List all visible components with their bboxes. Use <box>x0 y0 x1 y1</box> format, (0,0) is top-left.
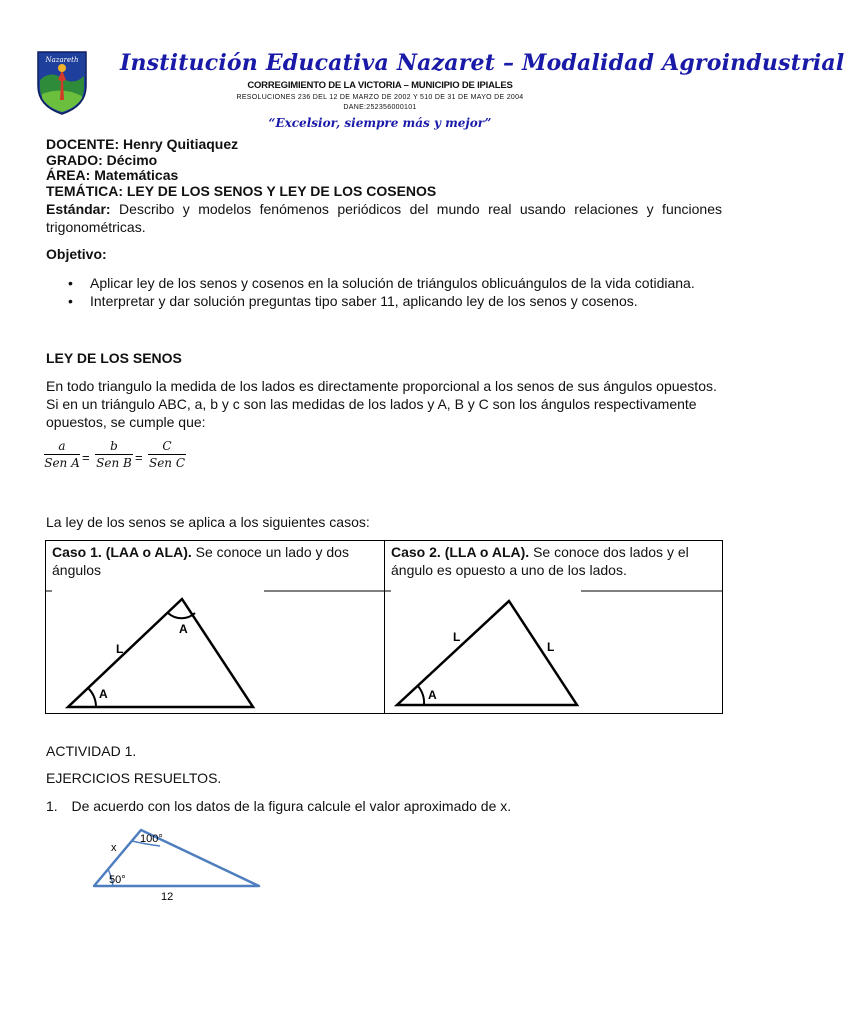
fraction-c <box>148 438 186 471</box>
ley-senos-heading: LEY DE LOS SENOS <box>46 350 182 366</box>
school-motto: “Excelsior, siempre más y mejor” <box>268 116 492 130</box>
ejercicios-title: EJERCICIOS RESUELTOS. <box>46 770 222 786</box>
side-x-label: x <box>111 842 117 854</box>
grado-line: GRADO: Décimo <box>46 152 158 168</box>
institution-title: Institución Educativa Nazaret – Modalidad Agroindustrial <box>120 50 844 76</box>
case-1-triangle <box>46 541 384 713</box>
exercise-number: 1. <box>46 798 58 814</box>
resoluciones-line: RESOLUCIONES 236 DEL 12 DE MARZO DE 2002 Y 510 DE 31 DE MAYO DE 2004 <box>236 94 524 101</box>
base-12-label: 12 <box>161 891 174 903</box>
list-item: • Interpretar y dar solución preguntas tipo saber 11, aplicando ley de los senos y cosenos. <box>90 292 770 310</box>
estandar-paragraph <box>46 200 722 236</box>
exercise-1 <box>46 797 511 815</box>
case-2-left-side-label: L <box>453 630 461 644</box>
list-item: • Aplicar ley de los senos y cosenos en la solución de triángulos oblicuángulos de la vida cotidiana. <box>90 274 770 292</box>
estandar-label: Estándar: <box>46 201 111 217</box>
case-1-bottom-angle-label: A <box>99 687 108 701</box>
case-2-bottom-angle-label: A <box>428 688 437 702</box>
exercise-text: De acuerdo con los datos de la figura calcule el valor aproximado de x. <box>71 798 512 814</box>
case-1-text: Se conoce un lado y dos ángulos <box>52 544 349 578</box>
corregimiento-line: CORREGIMIENTO DE LA VICTORIA – MUNICIPIO DE IPIALES <box>247 80 513 91</box>
angle-50-label: 50° <box>109 874 126 886</box>
svg-text:Nazareth: Nazareth <box>45 56 79 64</box>
area-line: ÁREA: Matemáticas <box>46 167 179 183</box>
fraction-a <box>44 438 80 471</box>
dane-line: DANE:252356000101 <box>343 104 417 111</box>
case-2-text: Se conoce dos lados y el ángulo es opuesto a uno de los lados. <box>391 544 689 578</box>
tematica-line: TEMÁTICA: LEY DE LOS SENOS Y LEY DE LOS COSENOS <box>46 183 437 199</box>
fraction-denominator: Sen A <box>44 456 80 470</box>
casos-intro: La ley de los senos se aplica a los siguientes casos: <box>46 514 370 530</box>
actividad-title: ACTIVIDAD 1. <box>46 743 137 759</box>
school-logo <box>36 50 88 116</box>
ley-senos-paragraph: En todo triangulo la medida de los lados es directamente proporcional a los senos de sus ángulos opuestos. Si en un triángulo ABC, a, b y c son las medidas de los lados y A, B y C son los ángulos respectivamente opuestos, se cumple que: <box>46 378 717 430</box>
equals-sign: = <box>82 450 90 465</box>
objetivo-list <box>46 274 770 310</box>
fraction-denominator: Sen C <box>148 456 186 470</box>
case-2-triangle <box>385 541 723 713</box>
fraction-numerator: C <box>162 439 172 453</box>
equals-sign: = <box>135 450 143 465</box>
case-1-top-angle-label: A <box>179 622 188 636</box>
fraction-numerator: b <box>110 439 118 453</box>
angle-100-label: 100° <box>140 833 163 845</box>
case-1-title: Caso 1. (LAA o ALA). <box>52 544 192 560</box>
fraction-denominator: Sen B <box>96 456 132 470</box>
case-2-right-side-label: L <box>547 640 555 654</box>
docente-line: DOCENTE: Henry Quitiaquez <box>46 136 239 152</box>
exercise-1-triangle <box>80 824 280 908</box>
cases-table <box>45 540 723 714</box>
fraction-b <box>95 438 133 471</box>
case-1-side-label: L <box>116 642 124 656</box>
objetivo-label: Objetivo: <box>46 246 107 262</box>
fraction-numerator: a <box>58 439 66 453</box>
case-2-title: Caso 2. (LLA o ALA). <box>391 544 530 560</box>
sine-law-formula <box>44 438 194 478</box>
estandar-text: Describo y modelos fenómenos periódicos del mundo real usando relaciones y funciones trigonométricas. <box>46 201 722 235</box>
